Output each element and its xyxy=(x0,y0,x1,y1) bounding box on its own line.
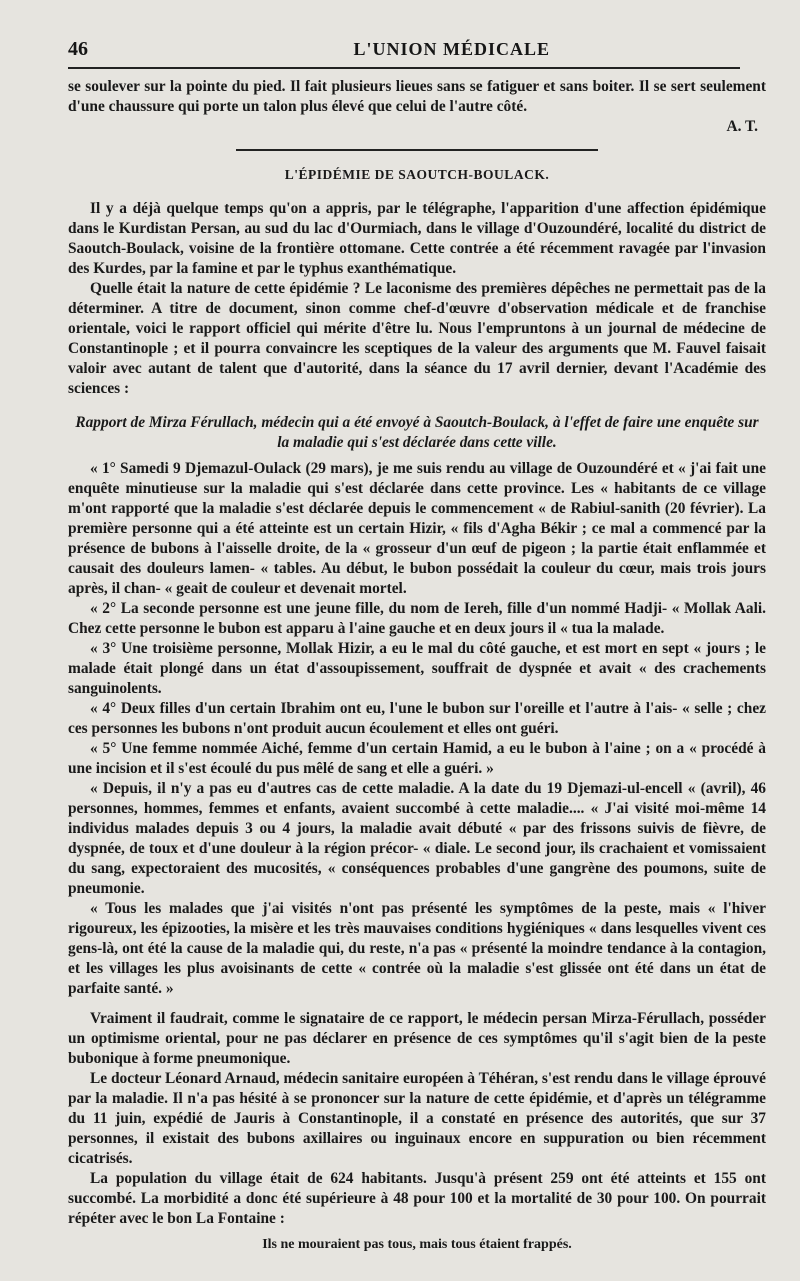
running-title: L'UNION MÉDICALE xyxy=(353,39,550,59)
paragraph: Quelle était la nature de cette épidémie ? Le laconisme des premières dépêches ne permettait pas de la déterminer. A titre de document, sinon comme chef-d'œuvre d'observation médicale et de franchise orientale, voici le rapport officiel qui mérite d'être lu. Nous l'empruntons à un journal de médecine de Constantinople ; et il pourra convaincre les sceptiques de la valeur des arguments que M. Fauvel faisait valoir avec autant de talent que d'autorité, dans la séance du 17 avril dernier, devant l'Académie des sciences : xyxy=(68,280,766,397)
report-title: Rapport de Mirza Férullach, médecin qui a été envoyé à Saoutch-Boulack, à l'effet de faire une enquête sur la maladie qui s'est déclarée dans cette ville. xyxy=(75,414,759,451)
report-paragraph: « 2° La seconde personne est une jeune fille, du nom de Iereh, fille d'un nommé Hadji- « Mollak Aali. Chez cette personne le bubon est apparu à l'aine gauche et en deux jours il « tua la malade. xyxy=(68,600,766,637)
section-title: L'ÉPIDÉMIE DE SAOUTCH-BOULACK. xyxy=(284,167,550,182)
report-paragraph: « 4° Deux filles d'un certain Ibrahim ont eu, l'une le bubon sur l'oreille et l'autre à l'ais- « selle ; chez ces personnes les bubons n'ont produit aucun écoulement et elles ont guéri. xyxy=(68,700,766,737)
paragraph: Le docteur Léonard Arnaud, médecin sanitaire européen à Téhéran, s'est rendu dans le village éprouvé par la maladie. Il n'a pas hésité à se prononcer sur la nature de cette épidémie, et d'après un télégramme du 11 juin, expédié de Jauris à Constantinople, il a constaté en présence des autorités, que sur 37 personnes, il existait des bubons axillaires ou inguinaux encore en suppuration ou bien récemment cicatrisés. xyxy=(68,1070,766,1167)
report-paragraph: « Depuis, il n'y a pas eu d'autres cas de cette maladie. A la date du 19 Djemazi-ul-encell « (avril), 46 personnes, hommes, femmes et enfants, avaient succombé à cette maladie.... « J'ai visité moi-même 14 individus malades depuis 3 ou 4 jours, la maladie avait débuté « par des frissons suivis de fièvre, de dyspnée, de toux et d'une douleur à la région précor- « diale. Le second jour, ils crachaient et vomissaient du sang, expectoraient des mucosités, « conséquences probables d'une gangrène des poumons, suite de pneumonie. xyxy=(68,780,766,897)
closing-verse: Ils ne mouraient pas tous, mais tous étaient frappés. xyxy=(262,1237,572,1252)
header-rule xyxy=(68,67,740,69)
report-paragraph: « Tous les malades que j'ai visités n'ont pas présenté les symptômes de la peste, mais « l'hiver rigoureux, les épizooties, la misère et les très mauvaises conditions hygiéniques « dans lesquelles vivent ces gens-là, ont été la cause de la maladie qui, du reste, n'a pas « présenté la moindre tendance à la contagion, et les villages les plus avoisinants de cette « contrée où la maladie s'est glissée ont été dans un état de parfaite santé. » xyxy=(68,900,766,997)
paragraph: Vraiment il faudrait, comme le signataire de ce rapport, le médecin persan Mirza-Férullach, posséder un optimisme oriental, pour ne pas déclarer en présence de ces symptômes qu'il s'agit bien de la peste bubonique à forme pneumonique. xyxy=(68,1010,766,1067)
paragraph: La population du village était de 624 habitants. Jusqu'à présent 259 ont été atteints et 155 ont succombé. La morbidité a donc été supérieure à 48 pour 100 et la mortalité de 30 pour 100. On pourrait répéter avec le bon La Fontaine : xyxy=(68,1170,766,1227)
report-paragraph: « 3° Une troisième personne, Mollak Hizir, a eu le mal du côté gauche, et est mort en sept « jours ; le malade était plongé dans un état d'assoupissement, souffrait de dyspnée et avait « des crachements sanguinolents. xyxy=(68,640,766,697)
report-paragraph: « 5° Une femme nommée Aiché, femme d'un certain Hamid, a eu le bubon à l'aine ; on a « procédé à une incision et il s'est écoulé du pus mêlé de sang et elle a guéri. » xyxy=(68,740,766,777)
signature: A. T. xyxy=(726,118,758,135)
intro-fragment: se soulever sur la pointe du pied. Il fait plusieurs lieues sans se fatiguer et sans boiter. Il se sert seulement d'une chaussure qui porte un talon plus élevé que celui de l'autre côté. xyxy=(68,78,766,115)
page-header xyxy=(68,38,740,61)
report-paragraph: « 1° Samedi 9 Djemazul-Oulack (29 mars), je me suis rendu au village de Ouzoundéré et « j'ai fait une enquête minutieuse sur la maladie qui s'est déclarée dans cette province. Les « habitants de ce village m'ont rapporté que la maladie s'est déclarée depuis le commencement « de Rabiul-sanith (20 février). La première personne qui a été atteinte est un certain Hizir, « fils d'Agha Békir ; ce mal a commencé par la présence de bubons à l'aisselle droite, de la « grosseur d'un œuf de pigeon ; la partie était enflammée et causait des douleurs lamen- « tables. Au début, le bubon possédait la couleur du cœur, mais trois jours après, il chan- « geait de couleur et devenait mortel. xyxy=(68,460,766,597)
page-number: 46 xyxy=(68,38,88,60)
paragraph: Il y a déjà quelque temps qu'on a appris, par le télégraphe, l'apparition d'une affection épidémique dans le Kurdistan Persan, au sud du lac d'Ourmiach, dans le village d'Ouzoundéré, localité du district de Saoutch-Boulack, voisine de la frontière ottomane. Cette contrée a été récemment ravagée par l'invasion des Kurdes, par la famine et par le typhus exanthématique. xyxy=(68,200,766,277)
section-separator xyxy=(236,149,598,151)
